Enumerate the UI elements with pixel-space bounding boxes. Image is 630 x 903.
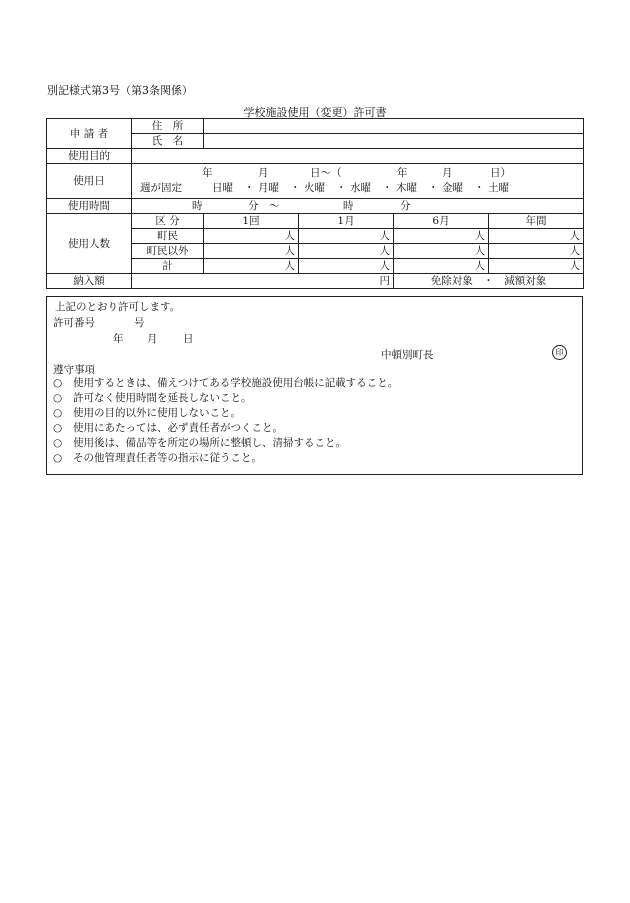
permit-number-suffix: 号	[134, 317, 145, 329]
count-cell[interactable]: 人	[299, 244, 394, 259]
count-cell[interactable]: 人	[299, 229, 394, 244]
circle-bullet-icon: ○	[53, 437, 63, 449]
purpose-label: 使用目的	[47, 149, 132, 164]
rules-list	[53, 376, 398, 466]
address-label: 住 所	[132, 119, 204, 134]
weekday-separator: ・	[244, 182, 255, 194]
rule-item	[53, 376, 398, 391]
circle-bullet-icon: ○	[53, 392, 63, 404]
weekday-separator: ・	[428, 182, 439, 194]
rule-text: 使用後は、備品等を所定の場所に整頓し、清掃すること。	[73, 437, 346, 449]
attendance-header-once: 1回	[204, 214, 299, 229]
weekday-separator: ・	[290, 182, 301, 194]
count-cell[interactable]: 人	[489, 244, 584, 259]
name-field[interactable]	[204, 134, 584, 149]
usage-date-label: 使用日	[47, 164, 132, 199]
exemption-options[interactable]: 免除対象 ・ 減額対象	[394, 274, 584, 289]
attendance-label: 使用人数	[47, 214, 132, 274]
seal-mark: 印	[552, 345, 567, 360]
time-hour-1: 時	[192, 200, 203, 212]
form-caption: 別記様式第3号（第3条関係）	[47, 84, 193, 97]
weekday-separator: ・	[382, 182, 393, 194]
document-title: 学校施設使用（変更）許可書	[243, 106, 387, 119]
usage-date-field[interactable]	[132, 164, 584, 199]
usage-time-field[interactable]	[132, 199, 584, 214]
weekday-wed[interactable]: 水曜	[350, 182, 371, 194]
row-category: 計	[132, 259, 204, 274]
date-month-1: 月	[258, 167, 269, 179]
rule-item	[53, 391, 398, 406]
permission-block	[46, 296, 583, 475]
date-year-2: 年	[397, 167, 408, 179]
rule-item	[53, 421, 398, 436]
weekday-thu[interactable]: 木曜	[396, 182, 417, 194]
count-cell[interactable]: 人	[394, 229, 489, 244]
rule-item	[53, 406, 398, 421]
count-cell[interactable]: 人	[489, 259, 584, 274]
date-day-2: 日）	[490, 167, 511, 179]
attendance-header-year: 年間	[489, 214, 584, 229]
rule-text: 使用の目的以外に使用しないこと。	[73, 407, 241, 419]
address-field[interactable]	[204, 119, 584, 134]
permit-form-table	[46, 118, 584, 289]
issuer-title: 中頓別町長	[381, 349, 434, 361]
row-category: 町民	[132, 229, 204, 244]
circle-bullet-icon: ○	[53, 452, 63, 464]
weekday-separator: ・	[336, 182, 347, 194]
time-minute-2: 分	[400, 200, 411, 212]
payment-label: 納入額	[47, 274, 132, 289]
weekday-tue[interactable]: 火曜	[304, 182, 325, 194]
weekday-sat[interactable]: 土曜	[488, 182, 509, 194]
permit-date-month: 月	[147, 333, 158, 345]
weekday-separator: ・	[474, 182, 485, 194]
time-hour-2: 時	[343, 200, 354, 212]
permission-statement: 上記のとおり許可します。	[55, 301, 181, 313]
weekday-mon[interactable]: 月曜	[258, 182, 279, 194]
count-cell[interactable]: 人	[394, 259, 489, 274]
payment-amount-field[interactable]	[132, 274, 394, 289]
count-cell[interactable]: 人	[204, 259, 299, 274]
attendance-header-month: 1月	[299, 214, 394, 229]
permit-date-day: 日	[183, 333, 194, 345]
row-category: 町民以外	[132, 244, 204, 259]
count-cell[interactable]: 人	[299, 259, 394, 274]
usage-time-label: 使用時間	[47, 199, 132, 214]
name-label: 氏 名	[132, 134, 204, 149]
applicant-label: 申 請 者	[47, 119, 132, 149]
attendance-header-halfyear: 6月	[394, 214, 489, 229]
permit-number-label: 許可番号	[53, 317, 95, 329]
time-minute-1: 分 ～	[248, 200, 280, 212]
weekday-fri[interactable]: 金曜	[442, 182, 463, 194]
circle-bullet-icon: ○	[53, 422, 63, 434]
rule-text: 使用するときは、備えつけてある学校施設使用台帳に記載すること。	[73, 377, 399, 389]
rule-item	[53, 436, 398, 451]
rules-heading: 遵守事項	[53, 364, 95, 376]
permit-date-year: 年	[113, 333, 124, 345]
yen-unit: 円	[379, 275, 390, 287]
date-day-1: 日～（	[310, 167, 342, 179]
date-month-2: 月	[442, 167, 453, 179]
weekly-fixed-label: 週が固定	[140, 182, 182, 194]
count-cell[interactable]: 人	[204, 229, 299, 244]
count-cell[interactable]: 人	[394, 244, 489, 259]
rule-text: 許可なく使用時間を延長しないこと。	[73, 392, 252, 404]
weekday-sun[interactable]: 日曜	[212, 182, 233, 194]
count-cell[interactable]: 人	[204, 244, 299, 259]
circle-bullet-icon: ○	[53, 407, 63, 419]
circle-bullet-icon: ○	[53, 377, 63, 389]
rule-text: 使用にあたっては、必ず責任者がつくこと。	[73, 422, 283, 434]
rule-item	[53, 451, 398, 466]
count-cell[interactable]: 人	[489, 229, 584, 244]
purpose-field[interactable]	[132, 149, 584, 164]
rule-text: その他管理責任者等の指示に従うこと。	[73, 452, 262, 464]
attendance-header-category: 区 分	[132, 214, 204, 229]
date-year-1: 年	[202, 167, 213, 179]
